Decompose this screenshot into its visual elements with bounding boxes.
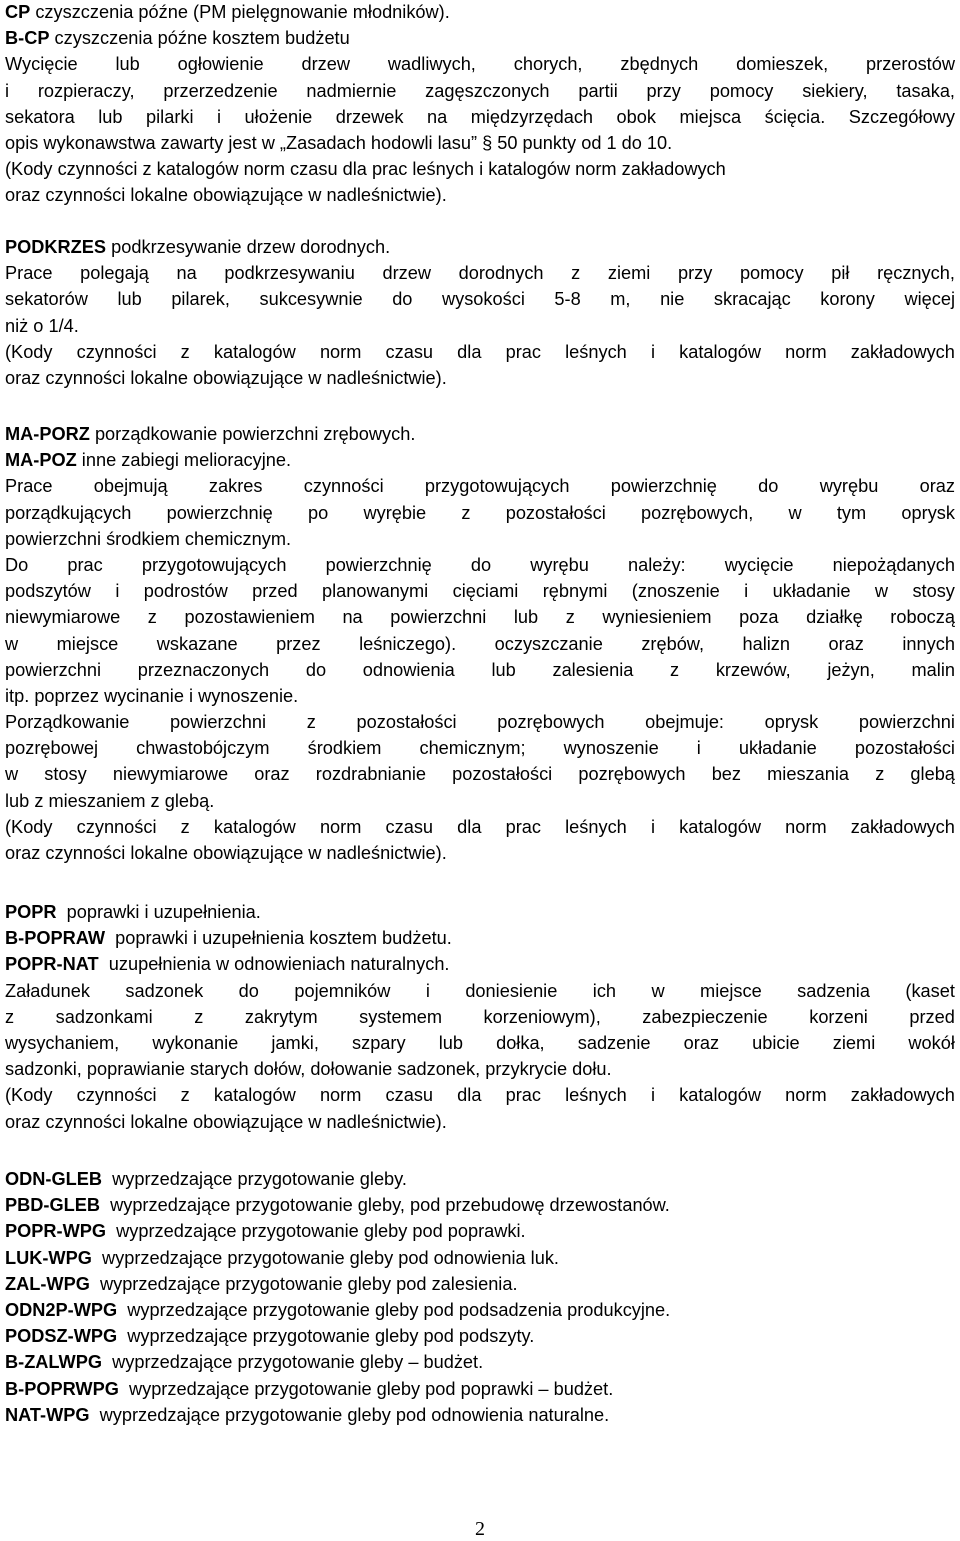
code-entry <box>5 1218 955 1244</box>
text-line: (Kody czynności z katalogów norm czasu dla prac leśnych i katalogów norm zakładowych <box>5 341 955 362</box>
code-label: B-POPRWPG <box>5 1378 119 1399</box>
code-label: MA-PORZ <box>5 424 90 444</box>
heading-ma-porz <box>5 421 955 447</box>
text-line: oraz czynności lokalne obowiązujące w nadleśnictwie). <box>5 185 447 206</box>
code-label: LUK-WPG <box>5 1247 92 1268</box>
code-description: wyprzedzające przygotowanie gleby pod podsadzenia produkcyjne. <box>127 1299 671 1320</box>
code-label: POPR-NAT <box>5 954 99 975</box>
code-entry <box>5 1166 955 1192</box>
text-line: (Kody czynności z katalogów norm czasu dla prac leśnych i katalogów norm zakładowych <box>5 816 955 837</box>
text-line: i rozpieraczy, przerzedzenie nadmiernie zagęszczonych partii przy pomocy siekiery, tasaka, <box>5 80 955 101</box>
code-label: B-POPRAW <box>5 928 106 949</box>
text-line: opis wykonawstwa zawarty jest w „Zasadach hodowli lasu” § 50 punkty od 1 do 10. <box>5 132 673 153</box>
code-entry <box>5 1245 955 1271</box>
code-entry <box>5 1192 955 1218</box>
code-label: POPR-WPG <box>5 1221 107 1242</box>
code-entry <box>5 925 955 951</box>
code-description: wyprzedzające przygotowanie gleby, pod przebudowę drzewostanów. <box>110 1195 670 1216</box>
code-label: PODSZ-WPG <box>5 1326 118 1347</box>
section-podkrzesywanie <box>5 234 955 391</box>
section-czyszczenia <box>5 0 955 209</box>
code-label: PBD-GLEB <box>5 1195 100 1216</box>
code-label: ZAL-WPG <box>5 1273 90 1294</box>
section-porzadkowanie <box>5 421 955 866</box>
code-label: POPR <box>5 902 57 922</box>
heading-text: podkrzesywanie drzew dorodnych. <box>111 237 391 257</box>
text-line: oraz czynności lokalne obowiązujące w nadleśnictwie). <box>5 843 447 863</box>
text-line: Prace obejmują zakres czynności przygotowujących powierzchnię do wyrębu oraz <box>5 476 955 497</box>
code-description: poprawki i uzupełnienia. <box>66 902 261 922</box>
code-description: wyprzedzające przygotowanie gleby pod poprawki – budżet. <box>128 1378 614 1399</box>
text-line: (Kody czynności z katalogów norm czasu dla prac leśnych i katalogów norm zakładowych <box>5 159 726 180</box>
code-description: wyprzedzające przygotowanie gleby pod zalesienia. <box>99 1273 518 1294</box>
code-label: ODN-GLEB <box>5 1169 102 1189</box>
text-line: pozrębowej chwastobójczym środkiem chemicznym; wynoszenie i układanie pozostałości <box>5 738 955 759</box>
text-line: sekatora lub pilarki i ułożenie drzewek na międzyrzędach obok miejsca ścięcia. Szczegółowy <box>5 106 955 127</box>
code-description: wyprzedzające przygotowanie gleby. <box>112 1169 407 1189</box>
text-line: z sadzonkami z zakrytym systemem korzeniowym), zabezpieczenie korzeni przed <box>5 1006 955 1027</box>
text-line: wysychaniem, wykonanie jamki, szpary lub dołka, sadzenie oraz ubicie ziemi wokół <box>5 1032 955 1053</box>
code-description: wyprzedzające przygotowanie gleby pod podszyty. <box>127 1326 535 1347</box>
text-line: itp. poprzez wycinanie i wynoszenie. <box>5 685 299 706</box>
code-entry <box>5 951 955 977</box>
code-description: wyprzedzające przygotowanie gleby pod poprawki. <box>116 1221 526 1242</box>
heading-text: porządkowanie powierzchni zrębowych. <box>94 424 416 444</box>
heading-podkrzes <box>5 234 955 260</box>
code-list <box>5 1166 955 1428</box>
text-line: lub z mieszaniem z glebą. <box>5 790 215 811</box>
code-description: wyprzedzające przygotowanie gleby – budżet. <box>112 1352 484 1373</box>
code-entry <box>5 899 955 925</box>
heading-text: inne zabiegi melioracyjne. <box>81 450 292 471</box>
text-line: powierzchni przeznaczonych do odnowienia lub zalesienia z krzewów, jeżyn, malin <box>5 659 955 680</box>
text-line: niż o 1/4. <box>5 315 79 336</box>
text-line: Porządkowanie powierzchni z pozostałości pozrębowych obejmuje: oprysk powierzchni <box>5 712 955 733</box>
code-entry <box>5 1376 955 1402</box>
text-line: powierzchni środkiem chemicznym. <box>5 528 292 549</box>
heading-ma-poz <box>5 447 955 473</box>
code-list <box>5 899 955 978</box>
text-line: Załadunek sadzonek do pojemników i doniesienie ich w miejsce sadzenia (kaset <box>5 980 955 1001</box>
code-description: wyprzedzające przygotowanie gleby pod odnowienia naturalne. <box>99 1404 610 1425</box>
section-przygotowanie-gleby <box>5 1166 955 1428</box>
code-label: MA-POZ <box>5 450 77 471</box>
code-label: ODN2P-WPG <box>5 1299 118 1320</box>
code-description: poprawki i uzupełnienia kosztem budżetu. <box>115 928 452 949</box>
code-label: PODKRZES <box>5 237 107 257</box>
paragraph-body <box>5 260 955 391</box>
code-label: B-CP <box>5 28 50 49</box>
code-label: CP <box>5 2 31 22</box>
heading-b-cp <box>5 25 955 51</box>
paragraph-body <box>5 51 955 208</box>
code-entry <box>5 1271 955 1297</box>
code-label: B-ZALWPG <box>5 1352 102 1373</box>
text-line: w miejsce wskazane przez leśniczego). oczyszczanie zrębów, halizn oraz innych <box>5 633 955 654</box>
section-poprawki <box>5 899 955 1135</box>
text-line: oraz czynności lokalne obowiązujące w nadleśnictwie). <box>5 1111 447 1132</box>
text-line: podszytów i podrostów przed planowanymi cięciami rębnymi (znoszenie i układanie w stosy <box>5 581 955 602</box>
text-line: Wycięcie lub ogłowienie drzew wadliwych, chorych, zbędnych domieszek, przerostów <box>5 54 955 75</box>
paragraph-body <box>5 473 955 866</box>
text-line: sadzonki, poprawianie starych dołów, dołowanie sadzonek, przykrycie dołu. <box>5 1059 612 1080</box>
text-line: oraz czynności lokalne obowiązujące w nadleśnictwie). <box>5 367 447 388</box>
text-line: sekatorów lub pilarek, sukcesywnie do wysokości 5-8 m, nie skracając korony więcej <box>5 289 955 310</box>
heading-text: czyszczenia późne (PM pielęgnowanie młodników). <box>35 2 450 22</box>
code-entry <box>5 1402 955 1428</box>
code-label: NAT-WPG <box>5 1404 90 1425</box>
text-line: Do prac przygotowujących powierzchnię do wyrębu należy: wycięcie niepożądanych <box>5 554 955 575</box>
text-line: porządkujących powierzchnię po wyrębie z pozostałości pozrębowych, w tym oprysk <box>5 502 955 523</box>
text-line: (Kody czynności z katalogów norm czasu dla prac leśnych i katalogów norm zakładowych <box>5 1085 955 1106</box>
heading-text: czyszczenia późne kosztem budżetu <box>54 28 350 49</box>
text-line: niewymiarowe z pozostawieniem na powierzchni lub z wyniesieniem poza działkę roboczą <box>5 607 955 628</box>
code-entry <box>5 1349 955 1375</box>
code-entry <box>5 1323 955 1349</box>
text-line: Prace polegają na podkrzesywaniu drzew dorodnych z ziemi przy pomocy pił ręcznych, <box>5 263 955 284</box>
text-line: w stosy niewymiarowe oraz rozdrabnianie pozostałości pozrębowych bez mieszania z glebą <box>5 764 955 785</box>
page-number: 2 <box>475 1518 485 1540</box>
paragraph-body <box>5 978 955 1135</box>
heading-cp <box>5 0 955 25</box>
code-description: wyprzedzające przygotowanie gleby pod odnowienia luk. <box>102 1247 559 1268</box>
code-entry <box>5 1297 955 1323</box>
code-description: uzupełnienia w odnowieniach naturalnych. <box>108 954 450 975</box>
